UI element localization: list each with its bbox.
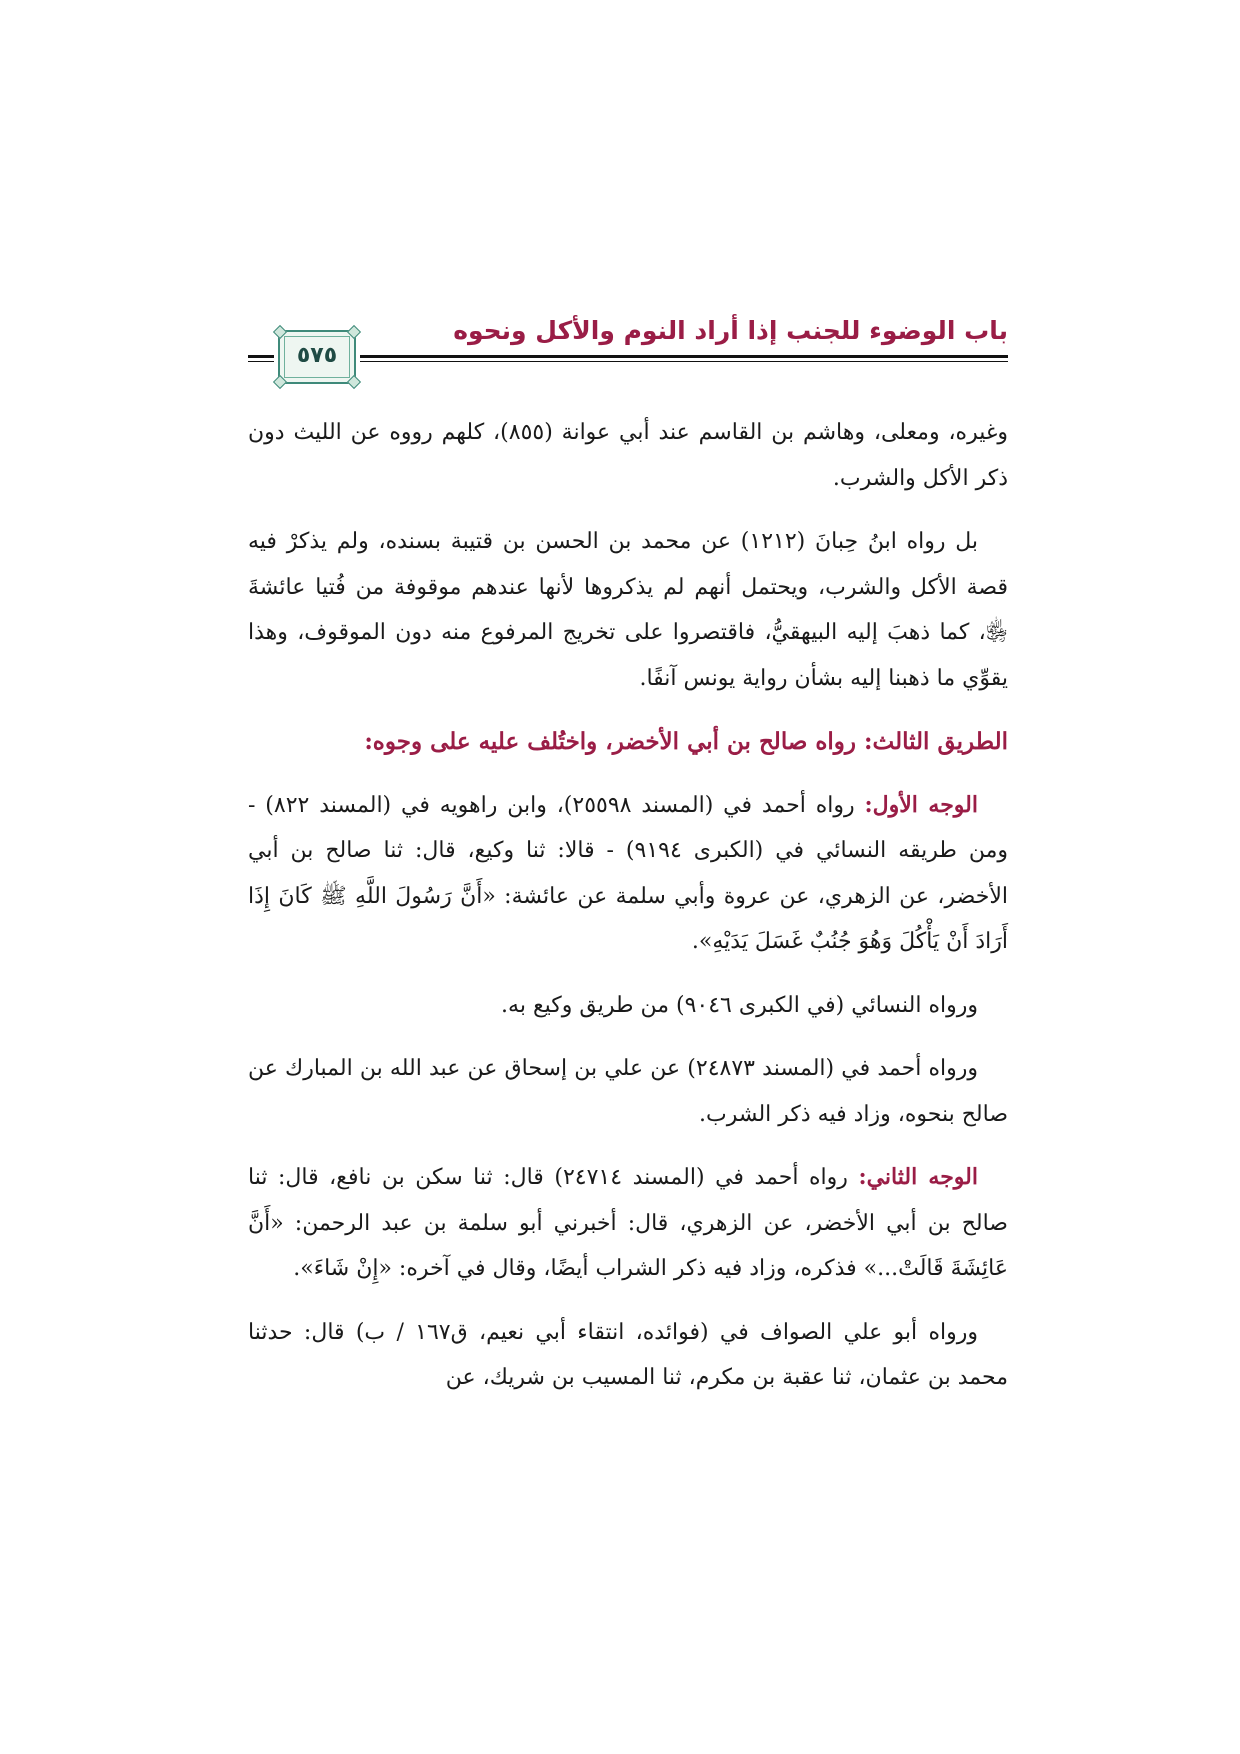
paragraph: ورواه النسائي (في الكبرى ٩٠٤٦) من طريق وكيع به. [501, 992, 978, 1018]
header-rule-left-thin [248, 361, 274, 362]
paragraph [248, 783, 1008, 965]
page-header [248, 302, 1008, 386]
paragraph: وغيره، ومعلى، وهاشم بن القاسم عند أبي عوانة (٨٥٥)، كلهم رووه عن الليث دون ذكر الأكل والشرب. [248, 420, 1008, 491]
paragraph: ورواه أحمد في (المسند ٢٤٨٧٣) عن علي بن إسحاق عن عبد الله بن المبارك عن صالح بنحوه، وزاد فيه ذكر الشرب. [248, 1056, 1008, 1127]
header-rule [360, 355, 1008, 358]
frame-ornament-icon [273, 375, 287, 389]
paragraph-lead: الوجه الثاني: [858, 1164, 978, 1190]
page-body [248, 410, 1008, 1419]
section-heading: الطريق الثالث: رواه صالح بن أبي الأخضر، واختُلف عليه على وجوه: [364, 728, 1008, 755]
frame-ornament-icon [347, 375, 361, 389]
paragraph-text: رواه أحمد في (المسند ٢٥٥٩٨)، وابن راهويه في (المسند ٨٢٢) - ومن طريقه النسائي في (الكبرى ٩١٩٤) - قالا: ثنا وكيع، قال: ثنا صالح بن أبي الأخضر، عن الزهري، عن عروة وأبي سلمة عن عائشة: «أَنَّ رَسُولَ اللَّهِ ﷺ كَانَ إِذَا أَرَادَ أَنْ يَأْكُلَ وَهُوَ جُنُبٌ غَسَلَ يَدَيْهِ». [248, 792, 1008, 954]
page-number: ٥٧٥ [296, 343, 338, 368]
paragraph [248, 1155, 1008, 1292]
frame-ornament-icon [347, 325, 361, 339]
header-rule-thin [360, 361, 1008, 362]
paragraph: بل رواه ابنُ حِبانَ (١٢١٢) عن محمد بن الحسن بن قتيبة بسنده، ولم يذكرْ فيه قصة الأكل والشرب، ويحتمل أنهم لم يذكروها لأنها عندهم موقوفة من فُتيا عائشةَ ﵂، كما ذهبَ إليه البيهقيُّ، فاقتصروا على تخريج المرفوع منه دون الموقوف، وهذا يقوِّي ما ذهبنا إليه بشأن رواية يونس آنفًا. [248, 529, 1008, 691]
paragraph-lead: الوجه الأول: [864, 791, 978, 818]
header-rule-left [248, 355, 274, 358]
chapter-title: باب الوضوء للجنب إذا أراد النوم والأكل ونحوه [453, 316, 1008, 345]
paragraph: ورواه أبو علي الصواف في (فوائده، انتقاء أبي نعيم، ق١٦٧ / ب) قال: حدثنا محمد بن عثمان، ثنا عقبة بن مكرم، ثنا المسيب بن شريك، عن [248, 1319, 1008, 1390]
page-number-frame [278, 330, 356, 384]
paragraph-text: رواه أحمد في (المسند ٢٤٧١٤) قال: ثنا سكن بن نافع، قال: ثنا صالح بن أبي الأخضر، عن الزهري، قال: أخبرني أبو سلمة بن عبد الرحمن: «أَنَّ عَائِشَةَ قَالَتْ...» فذكره، وزاد فيه ذكر الشراب أيضًا، وقال في آخره: «إِنْ شَاءَ». [248, 1165, 1008, 1281]
frame-ornament-icon [273, 325, 287, 339]
